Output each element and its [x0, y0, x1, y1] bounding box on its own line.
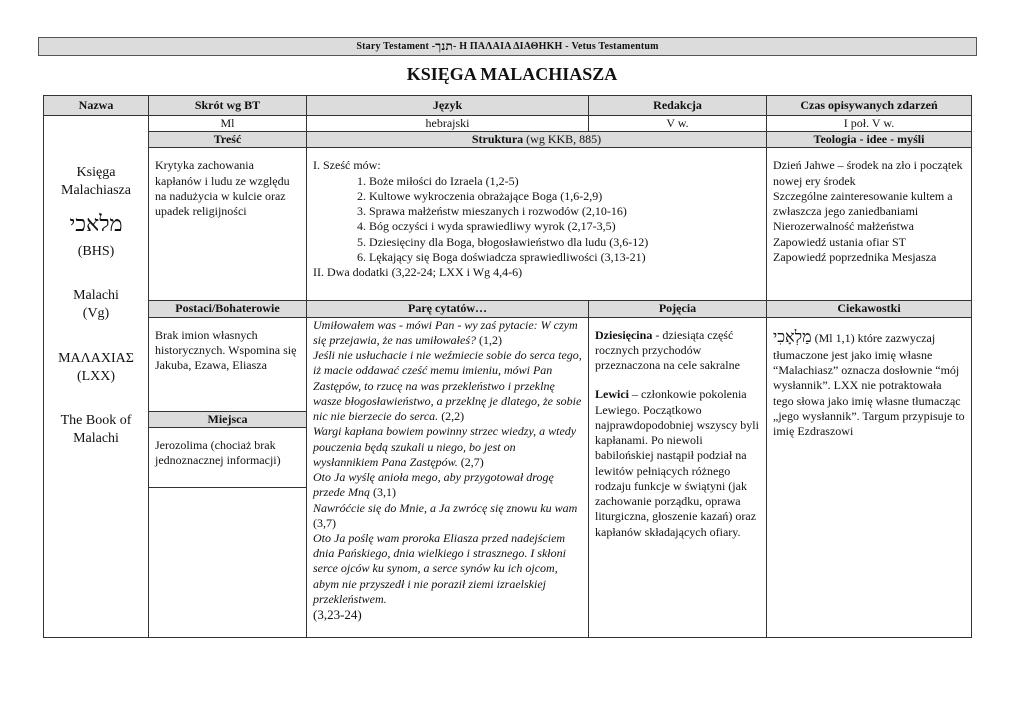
- testament-header: [38, 37, 977, 56]
- quote-text: Nawróćcie się do Mnie, a Ja zwrócę się znowu ku wam: [313, 500, 578, 515]
- quote-text: Umiłowałem was - mówi Pan - wy zaś pytacie: W czym się przejawia, że nas umiłowałeś?: [313, 317, 578, 347]
- col-redakcja: Redakcja: [589, 96, 767, 116]
- name-en-1: The Book of: [60, 412, 132, 428]
- header-ciekawostki: Ciekawostki: [767, 301, 972, 317]
- value-redakcja: V w.: [589, 116, 767, 132]
- theology-item: Zapowiedź poprzednika Mesjasza: [773, 249, 937, 264]
- theology-cell: [767, 148, 972, 301]
- empty-cell: [149, 487, 307, 637]
- quote-text: Wargi kapłana bowiem powinny strzec wiedzy, a wtedy pouczenia będą szukali u niego, bo jest on wysłannikiem Pana Zastępów.: [313, 424, 577, 469]
- structure-list: [313, 174, 760, 265]
- concept-term-levites: Lewici: [595, 387, 629, 402]
- structure-cell: [307, 148, 767, 301]
- header-struktura: [307, 132, 767, 148]
- concept-term-tithe: Dziesięcina: [595, 327, 653, 342]
- name-lxx-2: (LXX): [76, 368, 116, 384]
- quote-ref: (3,7): [313, 515, 336, 530]
- quotes-cell: [307, 317, 589, 637]
- curiosity-hebrew: מַלְאָכִי: [773, 328, 812, 346]
- name-bhs: (BHS): [77, 243, 115, 259]
- col-skrot: Skrót wg BT: [149, 96, 307, 116]
- curiosities-cell: [767, 317, 972, 637]
- quote-text: Oto Ja wyślę anioła mego, aby przygotował drogę przede Mną: [313, 470, 554, 500]
- name-lxx-1: ΜΑΛΑΧΙΑΣ: [58, 350, 134, 366]
- name-vg-1: Malachi: [73, 288, 119, 304]
- name-pl-2: Malachiasza: [61, 183, 131, 199]
- structure-item: 5. Dziesięciny dla Boga, błogosławieństwo dla ludu (3,6-12): [357, 234, 649, 249]
- miejsca-text: Jerozolima (chociaż brak jednoznacznej informacji): [149, 427, 307, 487]
- name-vg-2: (Vg): [82, 306, 110, 322]
- theology-item: Zapowiedź ustania ofiar ST: [773, 234, 906, 249]
- name-en-2: Malachi: [73, 431, 119, 447]
- structure-item: 1. Boże miłości do Izraela (1,2-5): [357, 173, 519, 188]
- structure-intro: I. Sześć mów:: [313, 158, 381, 173]
- col-jezyk: Język: [307, 96, 589, 116]
- value-czas: I poł. V w.: [767, 116, 972, 132]
- header-miejsca: Miejsca: [149, 411, 307, 427]
- value-jezyk: hebrajski: [307, 116, 589, 132]
- name-pl-1: Księga: [76, 165, 116, 180]
- concept-desc-tithe: - dziesiąta część rocznych przychodów przeznaczona na cele sakralne: [595, 327, 740, 373]
- theology-item: Nierozerwalność małżeństwa: [773, 219, 914, 234]
- structure-outro: II. Dwa dodatki (3,22-24; LXX i Wg 4,4-6): [313, 265, 523, 280]
- book-names-cell: [44, 116, 149, 638]
- concept-desc-levites: – członkowie pokolenia Lewiego. Początkowo najprawdopodobniej wszyscy byli kapłanami. Po niewoli babilońskiej nastąpił podział na lewitów pełniących różnego rodzaju funkcje w świątyni (jak zachowanie porządku, oprawa liturgiczna, głoszenie kazań) oraz kapłanów składających ofiary.: [595, 387, 759, 539]
- name-hebrew: מלאכי: [69, 211, 123, 237]
- theology-item: Dzień Jahwe – środek na zło i początek nowej ery środek: [773, 158, 963, 188]
- header-teologia: Teologia - idee - myśli: [767, 132, 972, 148]
- header-text-2: - Η ΠΑΛΑΙΑ ΔΙΑΘΗΚΗ - Vetus Testamentum: [453, 41, 659, 52]
- structure-item: 4. Bóg oczyści i wyda sprawiedliwy wyrok (2,17-3,5): [357, 219, 616, 234]
- header-pojecia: Pojęcia: [589, 301, 767, 317]
- col-czas: Czas opisywanych zdarzeń: [767, 96, 972, 116]
- quote-ref: (2,7): [457, 454, 484, 469]
- quote-text: Oto Ja poślę wam proroka Eliasza przed nadejściem dnia Pańskiego, dnia wielkiego i strasznego. I skłoni serce ojców ku synom, a serce synów ku ich ojcom, abym nie przyszedł i nie poraził ziemi izraelskiej przekleństwem.: [313, 530, 566, 606]
- header-struktura-label: Struktura: [471, 132, 524, 147]
- tresc-text: Krytyka zachowania kapłanów i ludu ze względu na nadużycia w kulcie oraz upadek religijności: [149, 148, 307, 301]
- quote-ref: (2,2): [438, 409, 465, 424]
- col-nazwa: Nazwa: [44, 96, 149, 116]
- header-text-1: Stary Testament -: [356, 41, 436, 52]
- header-cytaty: Parę cytatów…: [307, 301, 589, 317]
- curiosity-text: (Ml 1,1) które zazwyczaj tłumaczone jest jako imię własne “Malachiasz” oznacza dosłownie “mój wysłannik”. LXX nie potraktowała tego słowa jako imię własne tłumacząc „jego wysłannik”. Targum przypisuje to imię Ezdraszowi: [773, 330, 965, 439]
- header-tresc: Treść: [149, 132, 307, 148]
- structure-item: 6. Lękający się Boga doświadcza sprawiedliwości (3,13-21): [357, 249, 646, 264]
- quote-ref: (3,23-24): [313, 607, 362, 623]
- header-struktura-source: (wg KKB, 885): [523, 132, 602, 147]
- page-title: KSIĘGA MALACHIASZA: [406, 64, 618, 84]
- structure-item: 2. Kultowe wykroczenia obrażające Boga (1,6-2,9): [357, 188, 603, 203]
- book-table: [43, 95, 972, 638]
- structure-item: 3. Sprawa małżeństw mieszanych i rozwodów (2,10-16): [357, 204, 627, 219]
- header-hebrew: תנך: [435, 39, 453, 53]
- value-skrot: Ml: [149, 116, 307, 132]
- quote-text: Jeśli nie usłuchacie i nie weźmiecie sobie do serca tego, iż macie oddawać cześć memu imieniu, mówi Pan Zastępów, to rzucę na was przekleństwo i przeklnę wasze błogosławieństwo, a przeklnę je dlatego, że sobie nic nie bierzecie do serca.: [313, 348, 582, 424]
- header-postaci: Postaci/Bohaterowie: [149, 301, 307, 317]
- quote-ref: (1,2): [476, 332, 503, 347]
- concepts-cell: [589, 317, 767, 637]
- postaci-text: Brak imion własnych historycznych. Wspomina się Jakuba, Ezawa, Eliasza: [149, 317, 307, 411]
- theology-item: Szczególne zainteresowanie kultem a zwłaszcza jego zaniedbaniami: [773, 188, 953, 219]
- quote-ref: (3,1): [370, 485, 396, 500]
